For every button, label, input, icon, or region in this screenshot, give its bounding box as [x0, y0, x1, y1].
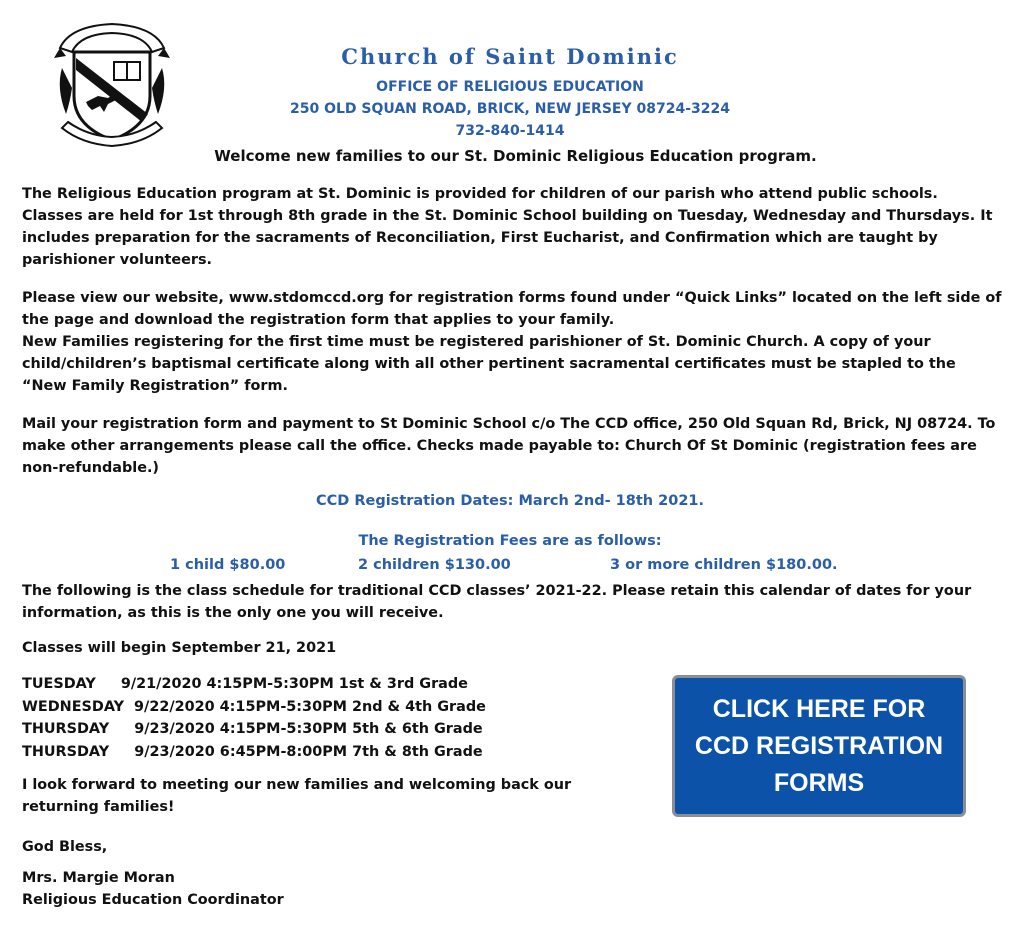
- parish-crest-icon: [52, 18, 172, 148]
- schedule-day: TUESDAY: [22, 676, 96, 692]
- schedule-gap: [96, 673, 121, 696]
- schedule-day: THURSDAY: [22, 721, 110, 737]
- phone-number: 732-840-1414: [455, 123, 565, 139]
- button-label-line: CLICK HERE FOR: [712, 694, 926, 723]
- closing-paragraph: I look forward to meeting our new families and welcoming back our returning families!: [22, 777, 572, 815]
- classes-begin: Classes will begin September 21, 2021: [22, 640, 337, 656]
- schedule-details: 9/21/2020 4:15PM-5:30PM 1st & 3rd Grade: [120, 676, 468, 692]
- church-address: 250 OLD SQUAN ROAD, BRICK, NEW JERSEY 08724-3224: [290, 101, 730, 117]
- coordinator-name: Mrs. Margie Moran: [22, 870, 175, 886]
- new-families-paragraph: New Families registering for the first time must be registered parishioner of St. Dominic Church. A copy of your child/children’s baptismal certificate along with all other pertinent sacramental certificates must be stapled to the “New Family Registration” form.: [22, 334, 956, 394]
- schedule-intro-paragraph: The following is the class schedule for traditional CCD classes’ 2021-22. Please retain this calendar of dates for your information, as this is the only one you will receive.: [22, 583, 972, 621]
- god-bless: God Bless,: [22, 839, 108, 855]
- welcome-heading: Welcome new families to our St. Dominic Religious Education program.: [214, 147, 817, 165]
- fee-one-child: 1 child $80.00: [170, 557, 286, 573]
- button-label-line: FORMS: [773, 768, 865, 797]
- schedule-gap: [124, 696, 134, 719]
- ccd-registration-forms-button[interactable]: [672, 675, 966, 817]
- schedule-gap: [109, 718, 134, 741]
- schedule-row: [22, 718, 486, 741]
- fee-two-children: 2 children $130.00: [358, 557, 511, 573]
- schedule-details: 9/23/2020 4:15PM-5:30PM 5th & 6th Grade: [134, 721, 483, 737]
- schedule-details: 9/23/2020 6:45PM-8:00PM 7th & 8th Grade: [134, 743, 483, 760]
- schedule-row: [22, 741, 486, 764]
- coordinator-title: Religious Education Coordinator: [22, 892, 284, 908]
- schedule-details: 9/22/2020 4:15PM-5:30PM 2nd & 4th Grade: [134, 698, 486, 715]
- website-paragraph: Please view our website, www.stdomccd.org for registration forms found under “Quick Links” located on the left side of the page and download the registration form that applies to your family.: [22, 290, 1002, 328]
- schedule-day: WEDNESDAY: [22, 698, 125, 715]
- church-name: Church of Saint Dominic: [341, 44, 679, 69]
- schedule-gap: [109, 741, 134, 764]
- fee-three-children: 3 or more children $180.00.: [610, 557, 838, 573]
- class-schedule: [22, 673, 486, 763]
- schedule-row: [22, 696, 486, 719]
- schedule-day: THURSDAY: [22, 743, 110, 760]
- button-label-line: CCD REGISTRATION: [694, 731, 944, 760]
- intro-paragraph: The Religious Education program at St. Dominic is provided for children of our parish who attend public schools. Classes are held for 1st through 8th grade in the St. Dominic School building on Tuesday, Wednesday and Thursdays. It includes preparation for the sacraments of Reconciliation, First Eucharist, and Confirmation which are taught by parishioner volunteers.: [22, 186, 993, 268]
- mail-paragraph: Mail your registration form and payment to St Dominic School c/o The CCD office, 250 Old Squan Rd, Brick, NJ 08724. To make other arrangements please call the office. Checks made payable to: Church Of St Dominic (registration fees are non-refundable.): [22, 416, 996, 476]
- schedule-row: [22, 673, 486, 696]
- registration-dates: CCD Registration Dates: March 2nd- 18th 2021.: [315, 493, 705, 509]
- office-title: OFFICE OF RELIGIOUS EDUCATION: [376, 79, 644, 95]
- fees-title: The Registration Fees are as follows:: [358, 533, 662, 549]
